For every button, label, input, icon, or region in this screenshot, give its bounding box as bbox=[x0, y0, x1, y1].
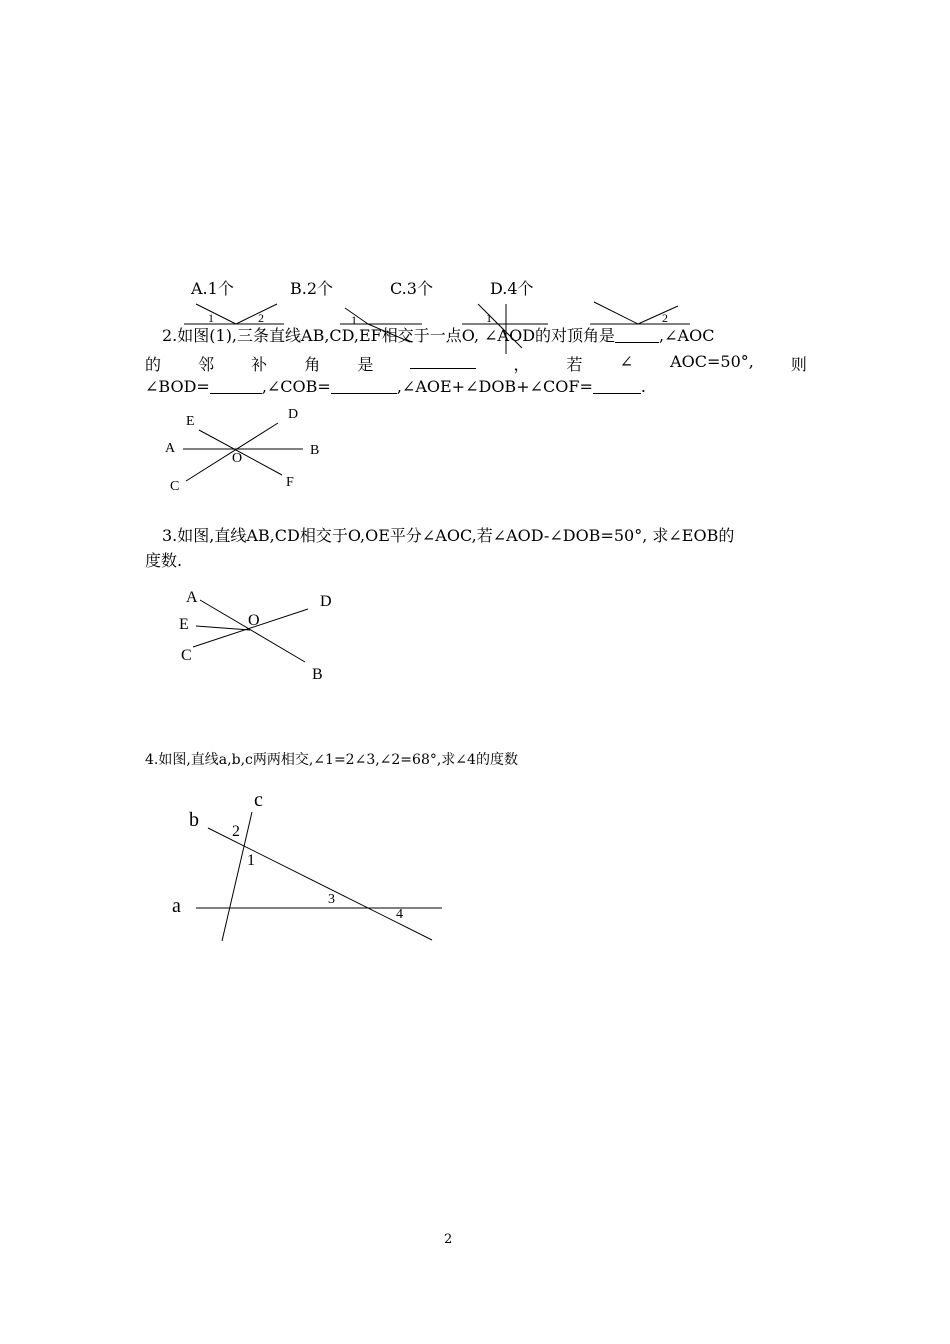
choice-c: C.3个 bbox=[390, 279, 433, 298]
q2-word-4: 角 bbox=[304, 355, 321, 374]
q2-label-b: B bbox=[310, 443, 320, 458]
q3-label-a: A bbox=[186, 589, 198, 606]
q2-label-f: F bbox=[286, 475, 294, 490]
q2-bod: ∠BOD= bbox=[145, 377, 210, 396]
q2-label-c: C bbox=[170, 479, 180, 494]
q4-line-b bbox=[208, 828, 432, 940]
q2-text-a: 2.如图(1),三条直线AB,CD,EF相交于一点O, ∠AOD的对顶角是 bbox=[162, 326, 616, 345]
q3-label-e: E bbox=[179, 616, 189, 633]
q2-sum: ,∠AOE+∠DOB+∠COF= bbox=[396, 377, 593, 396]
q3-label-d: D bbox=[320, 593, 332, 610]
q1-fig1-label-1: 1 bbox=[208, 311, 214, 325]
q2-word-5: 是 bbox=[357, 355, 374, 374]
q2-label-e: E bbox=[186, 414, 195, 429]
q4-label-3: 3 bbox=[328, 892, 335, 907]
q2-value: AOC=50°, bbox=[670, 352, 754, 371]
q1-fig3-label-1: 1 bbox=[486, 311, 492, 325]
q1-fig4-label-2: 2 bbox=[662, 311, 668, 325]
q4-label-2: 2 bbox=[232, 823, 240, 840]
q2-angle: ∠ bbox=[619, 352, 634, 371]
q3-label-c: C bbox=[181, 647, 192, 664]
q2-label-o: O bbox=[232, 451, 243, 466]
page-number: 2 bbox=[444, 1232, 453, 1247]
q4-label-4: 4 bbox=[396, 907, 403, 922]
choice-a: A.1个 bbox=[191, 279, 234, 298]
q4-line1: 4.如图,直线a,b,c两两相交,∠1=2∠3,∠2=68°,求∠4的度数 bbox=[145, 752, 518, 768]
q2-label-d: D bbox=[288, 407, 299, 422]
q2-period: . bbox=[640, 377, 646, 396]
q3-label-o: O bbox=[248, 612, 260, 629]
q2-if: 若 bbox=[566, 355, 583, 374]
q2-comma: ， bbox=[513, 355, 530, 374]
q4-label-1: 1 bbox=[247, 852, 255, 869]
q4-label-a: a bbox=[172, 895, 181, 917]
q3-line2: 度数. bbox=[145, 551, 183, 570]
q2-cob: ,∠COB= bbox=[261, 377, 331, 396]
q4-label-b: b bbox=[189, 809, 199, 831]
q3-line1: 3.如图,直线AB,CD相交于O,OE平分∠AOC,若∠AOD-∠DOB=50°, 求∠EOB的 bbox=[162, 526, 735, 545]
choice-b: B.2个 bbox=[290, 279, 334, 298]
q2-word-2: 邻 bbox=[198, 355, 215, 374]
q2-then: 则 bbox=[790, 355, 807, 374]
q2-text-b: ,∠AOC bbox=[659, 326, 715, 345]
q2-word-1: 的 bbox=[145, 355, 162, 374]
q2-label-a: A bbox=[165, 441, 176, 456]
q1-fig1-label-2: 2 bbox=[258, 311, 264, 325]
q3-label-b: B bbox=[312, 666, 323, 683]
q4-label-c: c bbox=[254, 789, 263, 811]
q1-fig2-label-1: 1 bbox=[351, 313, 357, 327]
choice-d: D.4个 bbox=[490, 279, 534, 298]
q2-word-3: 补 bbox=[251, 355, 268, 374]
